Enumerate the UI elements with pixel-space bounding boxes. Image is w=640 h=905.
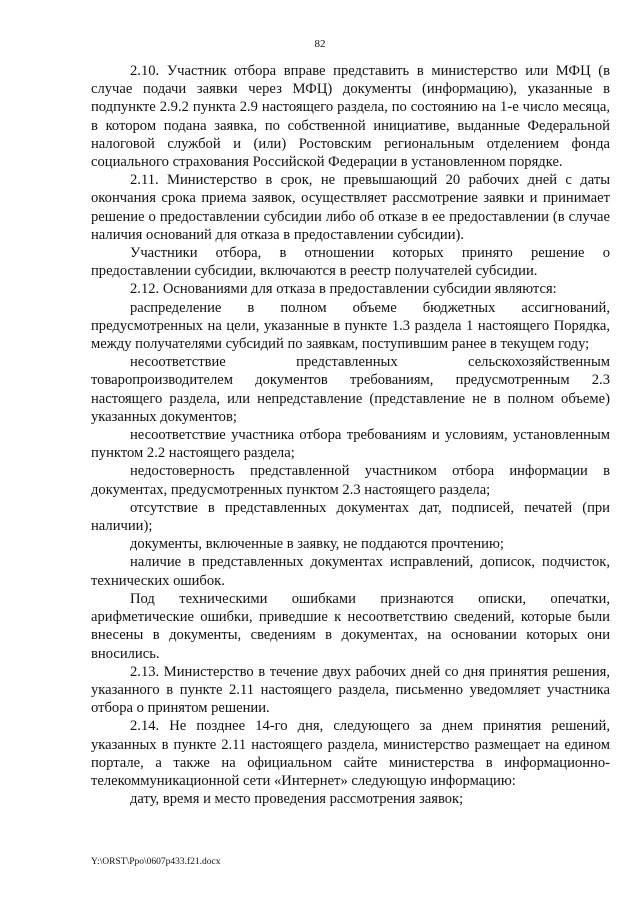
page-number: 82 [314, 38, 326, 50]
paragraph-review-date: дату, время и место проведения рассмотрения заявок; [130, 791, 464, 808]
paragraph-technical-errors: Под техническими ошибками признаются описки, опечатки, арифметические ошибки, приведшие к несоответствию сведений, которые были внесены в документы, сведениям в документах, на основании которых они вносились. [91, 590, 610, 662]
refusal-reason-missing-signatures: отсутствие в представленных документах дат, подписей, печатей (при наличии); [91, 499, 610, 535]
refusal-reason-documents: несоответствие представленных сельскохозяйственным товаропроизводителем документов требованиям, предусмотренным 2.3 настоящего раздела, или непредставление (представление не в полном объеме) указанных документов; [91, 354, 610, 425]
paragraph-2-12: 2.12. Основаниями для отказа в предоставлении субсидии являются: [130, 281, 557, 298]
refusal-reason-corrections: наличие в представленных документах исправлений, дописок, подчисток, технических ошибок. [91, 554, 610, 589]
document-body [91, 62, 610, 808]
paragraph-2-11: 2.11. Министерство в срок, не превышающий 20 рабочих дней с даты окончания срока приема заявок, осуществляет рассмотрение заявки и принимает решение о предоставлении субсидии либо об отказе в ее предоставлении (в случае наличия оснований для отказа в предоставлении субсидии). [91, 172, 610, 243]
refusal-reason-unreadable: документы, включенные в заявку, не поддаются прочтению; [130, 536, 504, 553]
refusal-reason-budget: распределение в полном объеме бюджетных ассигнований, предусмотренных на цели, указанные в пункте 1.3 раздела 1 настоящего Порядка, между получателями субсидий по заявкам, поступившим ранее в текущем году; [91, 299, 610, 353]
refusal-reason-false-info: недостоверность представленной участником отбора информации в документах, предусмотренных пунктом 2.3 настоящего раздела; [91, 463, 610, 498]
paragraph-2-14: 2.14. Не позднее 14-го дня, следующего за днем принятия решений, указанных в пункте 2.11 настоящего раздела, министерство размещает на едином портале, а также на официальном сайте министерства в информационно-телекоммуникационной сети «Интернет» следующую информацию: [91, 718, 610, 789]
footer-file-path: Y:\ORST\Ppo\0607p433.f21.docx [91, 857, 221, 867]
paragraph-registry: Участники отбора, в отношении которых принято решение о предоставлении субсидии, включаются в реестр получателей субсидии. [91, 245, 610, 280]
refusal-reason-requirements: несоответствие участника отбора требованиям и условиям, установленным пунктом 2.2 настоящего раздела; [91, 427, 610, 462]
paragraph-2-10: 2.10. Участник отбора вправе представить в министерство или МФЦ (в случае подачи заявки через МФЦ) документы (информацию), указанные в подпункте 2.9.2 пункта 2.9 настоящего раздела, по состоянию на 1-е число месяца, в котором подана заявка, по собственной инициативе, выданные Федеральной налоговой службой и (или) Ростовским региональным отделением фонда социального страхования Российской Федерации в установленном порядке. [91, 63, 610, 171]
paragraph-2-13: 2.13. Министерство в течение двух рабочих дней со дня принятия решения, указанного в пункте 2.11 настоящего раздела, письменно уведомляет участника отбора о принятом решении. [91, 663, 610, 717]
